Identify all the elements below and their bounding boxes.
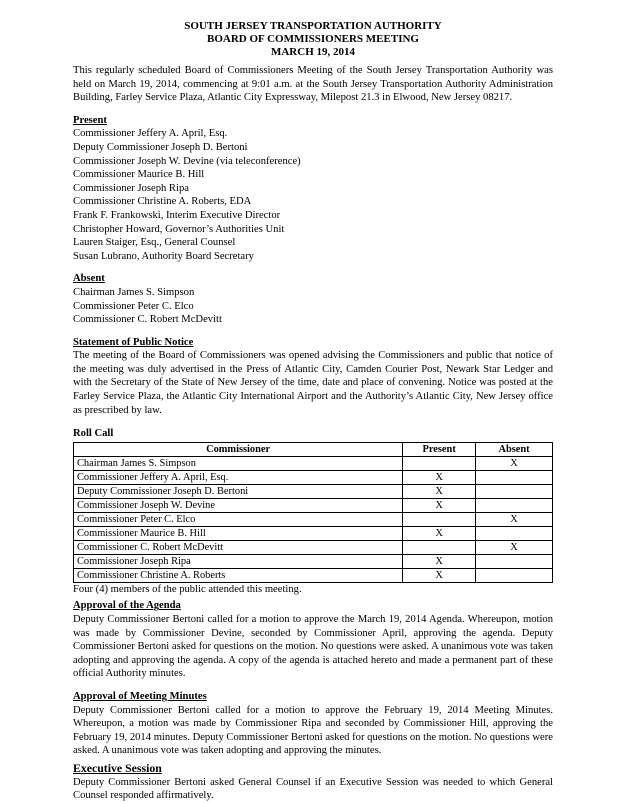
roll-call-table	[73, 442, 553, 583]
absent-cell	[476, 498, 553, 512]
public-attendance-note: Four (4) members of the public attended this meeting.	[73, 583, 302, 595]
present-item: Christopher Howard, Governor’s Authorities Unit	[73, 223, 285, 235]
meeting-title: BOARD OF COMMISSIONERS MEETING	[207, 33, 419, 45]
present-cell: X	[403, 470, 476, 484]
absent-cell	[476, 554, 553, 568]
commissioner-cell: Commissioner Maurice B. Hill	[74, 526, 403, 540]
table-row	[74, 568, 553, 582]
present-cell	[403, 540, 476, 554]
column-header-absent: Absent	[476, 442, 553, 456]
absent-cell	[476, 470, 553, 484]
agenda-paragraph: Deputy Commissioner Bertoni called for a motion to approve the March 19, 2014 Agenda. Whereupon, motion was made by Commissioner Devine, seconded by Commissioner April, approving the agenda. Deputy Commissioner Bertoni asked for questions on the motion. No questions were asked. A unanimous vote was taken adopting and approving the agenda. A copy of the agenda is attached hereto and made a permanent part of these official Authority minutes.	[73, 614, 553, 680]
document-page	[73, 20, 553, 803]
org-title: SOUTH JERSEY TRANSPORTATION AUTHORITY	[184, 20, 442, 32]
commissioner-cell: Commissioner Christine A. Roberts	[74, 568, 403, 582]
table-row	[74, 512, 553, 526]
column-header-commissioner: Commissioner	[74, 442, 403, 456]
table-header-row	[74, 442, 553, 456]
present-cell: X	[403, 526, 476, 540]
present-item: Commissioner Jeffery A. April, Esq.	[73, 128, 228, 140]
table-row	[74, 498, 553, 512]
commissioner-cell: Chairman James S. Simpson	[74, 456, 403, 470]
table-row	[74, 456, 553, 470]
absent-cell: X	[476, 456, 553, 470]
present-item: Deputy Commissioner Joseph D. Bertoni	[73, 141, 248, 153]
present-cell: X	[403, 554, 476, 568]
absent-cell	[476, 568, 553, 582]
absent-cell: X	[476, 512, 553, 526]
table-row	[74, 526, 553, 540]
roll-call-heading: Roll Call	[73, 428, 114, 440]
present-item: Commissioner Christine A. Roberts, EDA	[73, 196, 252, 208]
commissioner-cell: Commissioner C. Robert McDevitt	[74, 540, 403, 554]
commissioner-cell: Commissioner Joseph W. Devine	[74, 498, 403, 512]
meeting-date: MARCH 19, 2014	[270, 46, 356, 58]
absent-item: Commissioner Peter C. Elco	[73, 300, 194, 312]
public-notice-heading: Statement of Public Notice	[73, 336, 194, 348]
present-heading: Present	[73, 114, 107, 126]
absent-heading: Absent	[73, 273, 105, 285]
public-notice-paragraph: The meeting of the Board of Commissioners was opened advising the Commissioners and public that notice of the meeting was duly advertised in the Press of Atlantic City, Camden Courier Post, Newark Star Ledger and with the Secretary of the State of New Jersey of the time, date and place of convening. Notice was posted at the Farley Service Plaza, the Atlantic City International Airport and the Authority’s Atlantic City, New Jersey office as prescribed by law.	[73, 350, 553, 416]
present-cell	[403, 512, 476, 526]
present-list	[73, 127, 553, 263]
table-row	[74, 540, 553, 554]
absent-list	[73, 286, 553, 327]
absent-cell	[476, 526, 553, 540]
present-item: Frank F. Frankowski, Interim Executive Director	[73, 209, 281, 221]
absent-item: Chairman James S. Simpson	[73, 286, 195, 298]
present-cell: X	[403, 568, 476, 582]
column-header-present: Present	[403, 442, 476, 456]
present-item: Lauren Staiger, Esq., General Counsel	[73, 237, 236, 249]
table-row	[74, 554, 553, 568]
present-cell	[403, 456, 476, 470]
commissioner-cell: Commissioner Jeffery A. April, Esq.	[74, 470, 403, 484]
present-item: Commissioner Joseph W. Devine (via teleconference)	[73, 155, 301, 167]
commissioner-cell: Commissioner Joseph Ripa	[74, 554, 403, 568]
present-cell: X	[403, 484, 476, 498]
absent-cell: X	[476, 540, 553, 554]
executive-session-paragraph: Deputy Commissioner Bertoni asked General Counsel if an Executive Session was needed to which General Counsel responded affirmatively.	[73, 776, 553, 802]
minutes-paragraph: Deputy Commissioner Bertoni called for a motion to approve the February 19, 2014 Meeting Minutes. Whereupon, a motion was made by Commissioner Ripa and seconded by Commissioner Hill, approving the February 19, 2014 minutes. Deputy Commissioner Bertoni asked for questions on the motion. No questions were asked. A unanimous vote was taken adopting and approving the minutes.	[73, 704, 553, 757]
table-row	[74, 470, 553, 484]
agenda-heading: Approval of the Agenda	[73, 600, 181, 612]
commissioner-cell: Deputy Commissioner Joseph D. Bertoni	[74, 484, 403, 498]
absent-item: Commissioner C. Robert McDevitt	[73, 314, 222, 326]
present-item: Susan Lubrano, Authority Board Secretary	[73, 250, 254, 262]
absent-cell	[476, 484, 553, 498]
table-row	[74, 484, 553, 498]
present-item: Commissioner Joseph Ripa	[73, 182, 189, 194]
executive-session-heading: Executive Session	[73, 760, 162, 775]
present-cell: X	[403, 498, 476, 512]
intro-paragraph: This regularly scheduled Board of Commissioners Meeting of the South Jersey Transportation Authority was held on March 19, 2014, commencing at 9:01 a.m. at the South Jersey Transportation Authority Administration Building, Farley Service Plaza, Atlantic City Expressway, Milepost 21.3 in Elwood, New Jersey 08217.	[73, 65, 553, 104]
commissioner-cell: Commissioner Peter C. Elco	[74, 512, 403, 526]
minutes-heading: Approval of Meeting Minutes	[73, 691, 207, 702]
present-item: Commissioner Maurice B. Hill	[73, 169, 205, 181]
